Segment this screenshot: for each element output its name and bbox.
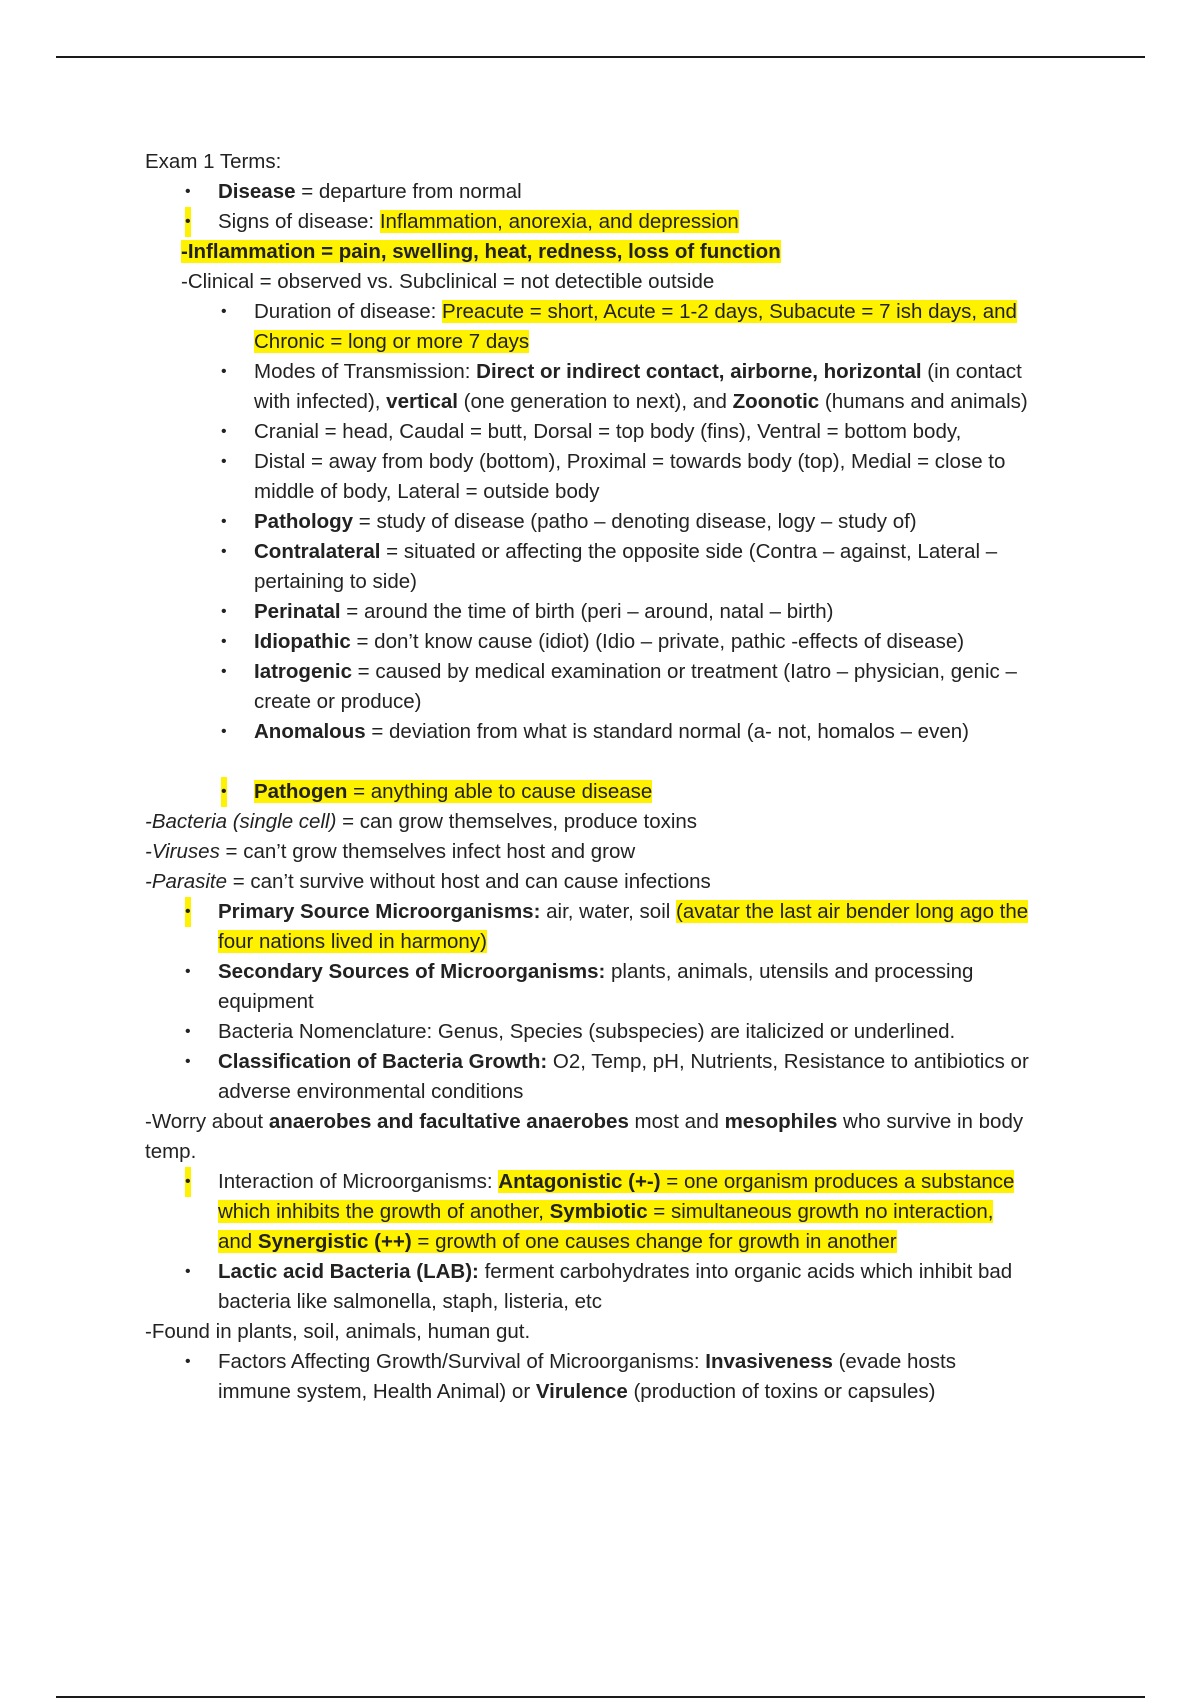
bullet: • bbox=[185, 1353, 191, 1370]
bullet: • bbox=[221, 303, 227, 320]
bullet: • bbox=[185, 1167, 191, 1197]
list-item-classification: • Classification of Bacteria Growth: O2, Temp, pH, Nutrients, Resistance to antibiotics or bbox=[145, 1047, 1145, 1077]
list-item-idiopathic: • Idiopathic = don’t know cause (idiot) (Idio – private, pathic -effects of disease) bbox=[145, 627, 1145, 657]
bullet: • bbox=[221, 663, 227, 680]
bullet: • bbox=[185, 963, 191, 980]
list-item-anomalous: • Anomalous = deviation from what is standard normal (a- not, homalos – even) bbox=[145, 717, 1145, 747]
bullet: • bbox=[221, 363, 227, 380]
highlight: Pathogen = anything able to cause disease bbox=[254, 780, 653, 803]
highlight: Antagonistic (+-) = one organism produces a substance bbox=[498, 1170, 1015, 1193]
bullet: • bbox=[185, 897, 191, 927]
list-item-distal-cont: middle of body, Lateral = outside body bbox=[254, 480, 600, 503]
list-item-primary-cont bbox=[145, 927, 1145, 957]
heading: Exam 1 Terms: bbox=[145, 150, 282, 173]
list-item-modes: • Modes of Transmission: Direct or indirect contact, airborne, horizontal (in contact bbox=[145, 357, 1145, 387]
highlight: which inhibits the growth of another, Symbiotic = simultaneous growth no interaction, bbox=[218, 1200, 994, 1223]
highlight: Preacute = short, Acute = 1-2 days, Subacute = 7 ish days, and bbox=[442, 300, 1017, 323]
highlight: four nations lived in harmony) bbox=[218, 930, 487, 953]
clinical-line: -Clinical = observed vs. Subclinical = not detectible outside bbox=[181, 270, 715, 293]
highlight: Chronic = long or more 7 days bbox=[254, 330, 530, 353]
inflammation-line: -Inflammation = pain, swelling, heat, redness, loss of function bbox=[181, 240, 781, 263]
highlight: Inflammation, anorexia, and depression bbox=[379, 210, 739, 233]
document-body bbox=[145, 147, 1145, 1407]
bullet: • bbox=[221, 423, 227, 440]
list-item-signs: • Signs of disease: Inflammation, anorexia, and depression bbox=[145, 207, 1145, 237]
spacer bbox=[145, 747, 1145, 777]
list-item-lab-cont: bacteria like salmonella, staph, listeria, etc bbox=[218, 1290, 602, 1313]
list-item-cranial: • Cranial = head, Caudal = butt, Dorsal = top body (fins), Ventral = bottom body, bbox=[145, 417, 1145, 447]
bullet: • bbox=[185, 1023, 191, 1040]
list-item-duration: • Duration of disease: Preacute = short, Acute = 1-2 days, Subacute = 7 ish days, and bbox=[145, 297, 1145, 327]
list-item-iatrogenic: • Iatrogenic = caused by medical examination or treatment (Iatro – physician, genic – bbox=[145, 657, 1145, 687]
list-item-classification-cont: adverse environmental conditions bbox=[218, 1080, 524, 1103]
list-item-lab: • Lactic acid Bacteria (LAB): ferment carbohydrates into organic acids which inhibit bad bbox=[145, 1257, 1145, 1287]
bottom-rule bbox=[56, 1696, 1145, 1698]
bullet: • bbox=[185, 207, 191, 237]
worry-line-cont: temp. bbox=[145, 1140, 197, 1163]
list-item-nomenclature: • Bacteria Nomenclature: Genus, Species (subspecies) are italicized or underlined. bbox=[145, 1017, 1145, 1047]
list-item-factors: • Factors Affecting Growth/Survival of Microorganisms: Invasiveness (evade hosts bbox=[145, 1347, 1145, 1377]
list-item-iatrogenic-cont: create or produce) bbox=[254, 690, 422, 713]
bullet: • bbox=[221, 513, 227, 530]
list-item-interaction-cont2 bbox=[145, 1227, 1145, 1257]
parasite-line: -Parasite = can’t survive without host and can cause infections bbox=[145, 870, 711, 893]
list-item-interaction-cont bbox=[145, 1197, 1145, 1227]
found-line: -Found in plants, soil, animals, human gut. bbox=[145, 1320, 531, 1343]
highlight: and Synergistic (++) = growth of one causes change for growth in another bbox=[218, 1230, 897, 1253]
bacteria-line: -Bacteria (single cell) = can grow themselves, produce toxins bbox=[145, 810, 698, 833]
bullet: • bbox=[221, 723, 227, 740]
term-disease: Disease bbox=[218, 180, 296, 203]
bullet: • bbox=[221, 603, 227, 620]
list-item-pathology: • Pathology = study of disease (patho – denoting disease, logy – study of) bbox=[145, 507, 1145, 537]
list-item-contralateral-cont: pertaining to side) bbox=[254, 570, 417, 593]
list-item-interaction: • Interaction of Microorganisms: Antagonistic (+-) = one organism produces a substance bbox=[145, 1167, 1145, 1197]
list-item-pathogen bbox=[145, 777, 1145, 807]
top-rule bbox=[56, 56, 1145, 58]
list-item-duration-cont bbox=[145, 327, 1145, 357]
list-item-disease: • Disease = departure from normal bbox=[145, 177, 1145, 207]
list-item-factors-cont: immune system, Health Animal) or Virulence (production of toxins or capsules) bbox=[218, 1380, 936, 1403]
list-item-contralateral: • Contralateral = situated or affecting the opposite side (Contra – against, Lateral – bbox=[145, 537, 1145, 567]
highlight: (avatar the last air bender long ago the bbox=[676, 900, 1029, 923]
list-item-secondary-cont: equipment bbox=[218, 990, 314, 1013]
list-item-distal: • Distal = away from body (bottom), Proximal = towards body (top), Medial = close to bbox=[145, 447, 1145, 477]
list-item-modes-cont: with infected), vertical (one generation to next), and Zoonotic (humans and animals) bbox=[254, 390, 1028, 413]
bullet: • bbox=[221, 633, 227, 650]
worry-line: -Worry about anaerobes and facultative anaerobes most and mesophiles who survive in body bbox=[145, 1110, 1024, 1133]
list-item-perinatal: • Perinatal = around the time of birth (peri – around, natal – birth) bbox=[145, 597, 1145, 627]
bullet: • bbox=[185, 1263, 191, 1280]
bullet: • bbox=[185, 1053, 191, 1070]
bullet: • bbox=[221, 453, 227, 470]
list-item-secondary: • Secondary Sources of Microorganisms: plants, animals, utensils and processing bbox=[145, 957, 1145, 987]
list-item-primary: • Primary Source Microorganisms: air, water, soil (avatar the last air bender long ago the bbox=[145, 897, 1145, 927]
viruses-line: -Viruses = can’t grow themselves infect host and grow bbox=[145, 840, 636, 863]
bullet: • bbox=[185, 183, 191, 200]
bullet: • bbox=[221, 543, 227, 560]
bullet: • bbox=[221, 777, 227, 807]
